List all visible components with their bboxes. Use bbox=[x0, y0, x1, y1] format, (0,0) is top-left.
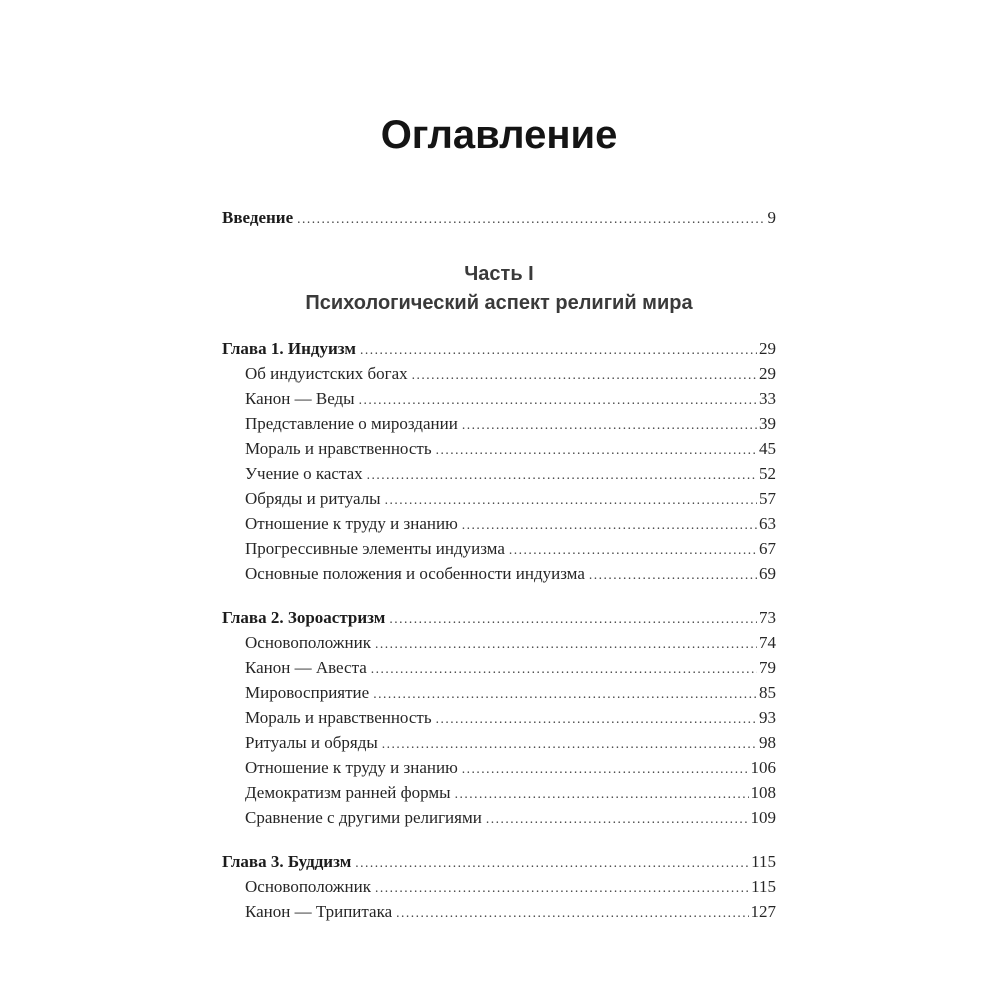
part-title: Психологический аспект религий мира bbox=[305, 292, 693, 314]
toc-row-intro bbox=[222, 206, 776, 231]
dot-leader bbox=[363, 463, 757, 487]
chapter-group-3 bbox=[222, 850, 776, 925]
toc-row bbox=[222, 537, 776, 562]
dot-leader bbox=[505, 538, 757, 562]
page-number: 69 bbox=[759, 564, 776, 583]
toc-row bbox=[222, 387, 776, 412]
page-number: 74 bbox=[759, 633, 776, 652]
toc-chapter-heading bbox=[222, 850, 776, 875]
toc-entry-label: Ритуалы и обряды bbox=[245, 733, 378, 752]
toc-row bbox=[222, 681, 776, 706]
toc-entry-label: Мировосприятие bbox=[245, 683, 370, 702]
dot-leader bbox=[482, 807, 749, 831]
dot-leader bbox=[351, 851, 749, 875]
toc-content bbox=[222, 0, 776, 925]
page-number: 52 bbox=[759, 464, 776, 483]
dot-leader bbox=[585, 563, 757, 587]
toc-entry-label: Прогрессивные элементы индуизма bbox=[245, 539, 505, 558]
page-number: 57 bbox=[759, 489, 776, 508]
toc-entry-label: Обряды и ритуалы bbox=[245, 489, 381, 508]
dot-leader bbox=[458, 513, 757, 537]
toc-entry-label: Отношение к труду и знанию bbox=[245, 758, 458, 777]
chapter-group-2 bbox=[222, 606, 776, 831]
dot-leader bbox=[458, 757, 749, 781]
toc-chapter-heading bbox=[222, 606, 776, 631]
toc-row bbox=[222, 631, 776, 656]
page-number: 106 bbox=[750, 758, 776, 777]
page-number: 115 bbox=[751, 877, 776, 896]
toc-entry-label: Отношение к труду и знанию bbox=[245, 514, 458, 533]
page-number: 73 bbox=[759, 608, 776, 627]
dot-leader bbox=[369, 682, 757, 706]
toc-row bbox=[222, 806, 776, 831]
toc-entry-label: Основоположник bbox=[245, 877, 371, 896]
toc-entry-label: Канон — Авеста bbox=[245, 658, 367, 677]
dot-leader bbox=[355, 388, 757, 412]
toc-entry-label: Глава 3. Буддизм bbox=[222, 852, 352, 871]
toc-chapter-heading bbox=[222, 337, 776, 362]
dot-leader bbox=[381, 488, 757, 512]
toc-entry-label: Сравнение с другими религиями bbox=[245, 808, 482, 827]
toc-row bbox=[222, 706, 776, 731]
toc-row bbox=[222, 487, 776, 512]
dot-leader bbox=[392, 901, 748, 925]
dot-leader bbox=[458, 413, 757, 437]
page-number: 45 bbox=[759, 439, 776, 458]
part-header bbox=[222, 260, 776, 318]
dot-leader bbox=[371, 632, 757, 656]
toc-row bbox=[222, 731, 776, 756]
toc-entry-label: Канон — Веды bbox=[245, 389, 355, 408]
toc-entry-label: Мораль и нравственность bbox=[245, 708, 432, 727]
toc-entry-label: Глава 1. Индуизм bbox=[222, 339, 356, 358]
page-number: 79 bbox=[759, 658, 776, 677]
dot-leader bbox=[432, 707, 757, 731]
toc-row bbox=[222, 437, 776, 462]
page-number: 39 bbox=[759, 414, 776, 433]
page-number: 127 bbox=[750, 902, 776, 921]
toc-row bbox=[222, 875, 776, 900]
dot-leader bbox=[385, 607, 757, 631]
toc-row bbox=[222, 656, 776, 681]
chapter-group-1 bbox=[222, 337, 776, 587]
toc-row bbox=[222, 512, 776, 537]
toc-row bbox=[222, 462, 776, 487]
toc-entry-label: Глава 2. Зороастризм bbox=[222, 608, 386, 627]
dot-leader bbox=[367, 657, 757, 681]
toc-row bbox=[222, 781, 776, 806]
page-number: 67 bbox=[759, 539, 776, 558]
page-number: 29 bbox=[759, 364, 776, 383]
page-number: 109 bbox=[750, 808, 776, 827]
toc-row bbox=[222, 412, 776, 437]
part-kicker: Часть I bbox=[464, 263, 534, 285]
toc-entry-label: Представление о мироздании bbox=[245, 414, 458, 433]
page-number: 85 bbox=[759, 683, 776, 702]
dot-leader bbox=[293, 207, 765, 231]
page-number: 93 bbox=[759, 708, 776, 727]
toc-row bbox=[222, 756, 776, 781]
dot-leader bbox=[451, 782, 749, 806]
toc-entry-label: Основоположник bbox=[245, 633, 371, 652]
page-number: 115 bbox=[751, 852, 776, 871]
toc-entry-label: Демократизм ранней формы bbox=[245, 783, 451, 802]
toc-entry-label: Об индуистских богах bbox=[245, 364, 408, 383]
dot-leader bbox=[371, 876, 749, 900]
toc-row bbox=[222, 562, 776, 587]
page-number: 9 bbox=[767, 208, 776, 227]
dot-leader bbox=[432, 438, 757, 462]
page-number: 29 bbox=[759, 339, 776, 358]
toc-entry-label: Введение bbox=[222, 208, 294, 227]
page-number: 108 bbox=[750, 783, 776, 802]
toc-row bbox=[222, 362, 776, 387]
toc-row bbox=[222, 900, 776, 925]
page-number: 98 bbox=[759, 733, 776, 752]
dot-leader bbox=[356, 338, 757, 362]
dot-leader bbox=[408, 363, 757, 387]
toc-entry-label: Мораль и нравственность bbox=[245, 439, 432, 458]
dot-leader bbox=[378, 732, 757, 756]
toc-entry-label: Канон — Трипитака bbox=[245, 902, 393, 921]
toc-entry-label: Учение о кастах bbox=[245, 464, 363, 483]
page-number: 63 bbox=[759, 514, 776, 533]
page-number: 33 bbox=[759, 389, 776, 408]
toc-entry-label: Основные положения и особенности индуизма bbox=[245, 564, 585, 583]
page-title: Оглавление bbox=[380, 113, 618, 157]
